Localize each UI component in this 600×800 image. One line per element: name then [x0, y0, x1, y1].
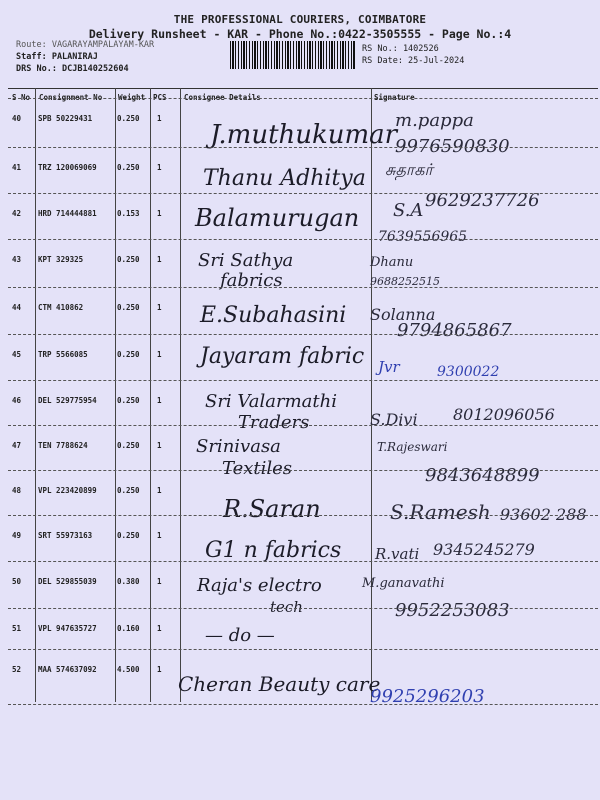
row-weight: 0.160 — [117, 624, 140, 633]
consignee-name-handwritten: E.Subahasini — [200, 303, 347, 328]
rs-number: RS No.: 1402526 — [362, 44, 439, 54]
row-weight: 0.250 — [117, 441, 140, 450]
row-pcs: 1 — [157, 209, 162, 218]
receiver-phone-handwritten: 93602 288 — [500, 505, 587, 524]
receiver-signature: S.A — [393, 200, 424, 221]
consignee-name-line2-handwritten: tech — [270, 598, 303, 616]
col-header-pcs: PCS — [153, 93, 167, 102]
row-pcs: 1 — [157, 624, 162, 633]
row-consignment-no: HRD 714444881 — [38, 209, 97, 218]
consignee-name-handwritten: Srinivasa — [196, 436, 281, 457]
row-sno: 43 — [12, 255, 22, 264]
consignee-name-handwritten: — do — — [205, 625, 275, 646]
receiver-signature: M.ganavathi — [362, 576, 445, 591]
column-divider — [150, 88, 151, 702]
row-sno: 42 — [12, 209, 22, 218]
consignee-name-handwritten: Sri Sathya — [198, 250, 294, 271]
receiver-signature: Dhanu — [370, 255, 414, 270]
row-sno: 45 — [12, 350, 22, 359]
receiver-phone-handwritten: 9300022 — [437, 364, 500, 380]
row-divider — [8, 334, 598, 335]
row-consignment-no: KPT 329325 — [38, 255, 84, 264]
receiver-phone-handwritten: 9629237726 — [425, 190, 540, 211]
barcode-image — [230, 41, 355, 69]
col-header-consignment: Consignment No — [39, 93, 103, 102]
row-weight: 0.250 — [117, 531, 140, 540]
row-divider — [8, 649, 598, 650]
row-pcs: 1 — [157, 396, 162, 405]
consignee-name-handwritten: Sri Valarmathi — [205, 391, 337, 412]
row-weight: 0.250 — [117, 114, 140, 123]
receiver-signature: சுதாகர் — [385, 160, 433, 179]
row-pcs: 1 — [157, 114, 162, 123]
col-header-sno: S No — [12, 93, 31, 102]
row-sno: 44 — [12, 303, 22, 312]
receiver-signature: m.pappa — [395, 110, 474, 131]
row-consignment-no: MAA 574637092 — [38, 665, 97, 674]
receiver-phone-handwritten: 9345245279 — [433, 540, 535, 559]
row-sno: 51 — [12, 624, 22, 633]
receiver-phone-handwritten: 9976590830 — [395, 136, 510, 157]
row-weight: 0.153 — [117, 209, 140, 218]
row-weight: 0.250 — [117, 486, 140, 495]
row-pcs: 1 — [157, 665, 162, 674]
col-header-details: Consignee Details — [184, 93, 261, 102]
consignee-name-line2-handwritten: Traders — [238, 412, 310, 433]
row-sno: 50 — [12, 577, 22, 586]
row-divider — [8, 470, 598, 471]
row-sno: 49 — [12, 531, 22, 540]
row-weight: 0.250 — [117, 350, 140, 359]
receiver-phone-handwritten: 9688252515 — [370, 275, 440, 288]
col-header-weight: Weight — [118, 93, 146, 102]
receiver-signature: Jvr — [378, 358, 400, 376]
row-sno: 46 — [12, 396, 22, 405]
row-pcs: 1 — [157, 577, 162, 586]
row-consignment-no: VPL 223420899 — [38, 486, 97, 495]
receiver-phone-handwritten: 7639556965 — [378, 229, 468, 245]
row-divider — [8, 515, 598, 516]
runsheet-subtitle: Delivery Runsheet - KAR - Phone No.:0422-3505555 - Page No.:4 — [88, 27, 512, 41]
consignee-name-handwritten: Cheran Beauty care — [178, 672, 381, 696]
row-divider — [8, 147, 598, 148]
route-label: Route: VAGARAYAMPALAYAM-KAR — [16, 40, 155, 50]
row-weight: 0.250 — [117, 396, 140, 405]
row-consignment-no: DEL 529855039 — [38, 577, 97, 586]
row-consignment-no: TEN 7788624 — [38, 441, 88, 450]
staff-label: Staff: PALANIRAJ — [16, 52, 98, 62]
receiver-phone-handwritten: 8012096056 — [453, 405, 555, 424]
row-consignment-no: SRT 55973163 — [38, 531, 93, 540]
row-sno: 52 — [12, 665, 22, 674]
row-consignment-no: TRP 5566085 — [38, 350, 88, 359]
row-divider — [8, 193, 598, 194]
receiver-phone-handwritten: 9952253083 — [395, 600, 510, 621]
row-sno: 47 — [12, 441, 22, 450]
consignee-name-handwritten: Balamurugan — [195, 204, 360, 232]
row-sno: 48 — [12, 486, 22, 495]
row-divider — [8, 239, 598, 240]
row-sno: 41 — [12, 163, 22, 172]
row-pcs: 1 — [157, 350, 162, 359]
row-divider — [8, 287, 598, 288]
row-divider — [8, 380, 598, 381]
table-bottom-border — [8, 704, 598, 705]
row-divider — [8, 425, 598, 426]
receiver-phone-handwritten: 9794865867 — [397, 320, 512, 341]
row-consignment-no: SPB 50229431 — [38, 114, 93, 123]
consignee-name-line2-handwritten: fabrics — [220, 270, 283, 291]
row-weight: 4.500 — [117, 665, 140, 674]
row-consignment-no: VPL 947635727 — [38, 624, 97, 633]
row-pcs: 1 — [157, 531, 162, 540]
consignee-name-handwritten: Thanu Adhitya — [203, 166, 366, 191]
receiver-phone-handwritten: 9843648899 — [425, 465, 540, 486]
column-divider — [35, 88, 36, 702]
row-weight: 0.380 — [117, 577, 140, 586]
consignee-name-handwritten: Jayaram fabric — [200, 344, 365, 369]
consignee-name-handwritten: R.Saran — [223, 495, 321, 523]
rs-date: RS Date: 25-Jul-2024 — [362, 56, 465, 66]
column-divider — [180, 88, 181, 702]
row-pcs: 1 — [157, 441, 162, 450]
receiver-signature: Solanna — [370, 305, 436, 324]
row-consignment-no: TRZ 120069069 — [38, 163, 97, 172]
receiver-signature: R.vati — [375, 545, 420, 563]
column-divider — [115, 88, 116, 702]
row-pcs: 1 — [157, 255, 162, 264]
row-consignment-no: DEL 529775954 — [38, 396, 97, 405]
row-pcs: 1 — [157, 163, 162, 172]
consignee-name-line2-handwritten: Textiles — [222, 458, 293, 479]
receiver-signature: S.Ramesh — [390, 500, 491, 524]
consignee-name-handwritten: Raja's electro — [197, 575, 322, 596]
row-divider — [8, 98, 598, 99]
row-divider — [8, 608, 598, 609]
receiver-signature: T.Rajeswari — [377, 440, 448, 454]
consignee-name-handwritten: J.muthukumar — [210, 120, 398, 150]
row-weight: 0.250 — [117, 255, 140, 264]
row-weight: 0.250 — [117, 303, 140, 312]
column-divider — [371, 88, 372, 702]
row-pcs: 1 — [157, 303, 162, 312]
drs-number: DRS No.: DCJB140252604 — [16, 64, 129, 74]
table-top-border — [8, 88, 598, 89]
row-consignment-no: CTM 410862 — [38, 303, 84, 312]
receiver-signature: S.Divi — [370, 410, 418, 429]
col-header-signature: Signature — [374, 93, 415, 102]
page-title: THE PROFESSIONAL COURIERS, COIMBATORE — [173, 13, 427, 26]
row-pcs: 1 — [157, 486, 162, 495]
consignee-name-handwritten: G1 n fabrics — [205, 538, 342, 563]
receiver-signature: 9925296203 — [370, 686, 485, 707]
row-weight: 0.250 — [117, 163, 140, 172]
row-sno: 40 — [12, 114, 22, 123]
row-divider — [8, 561, 598, 562]
